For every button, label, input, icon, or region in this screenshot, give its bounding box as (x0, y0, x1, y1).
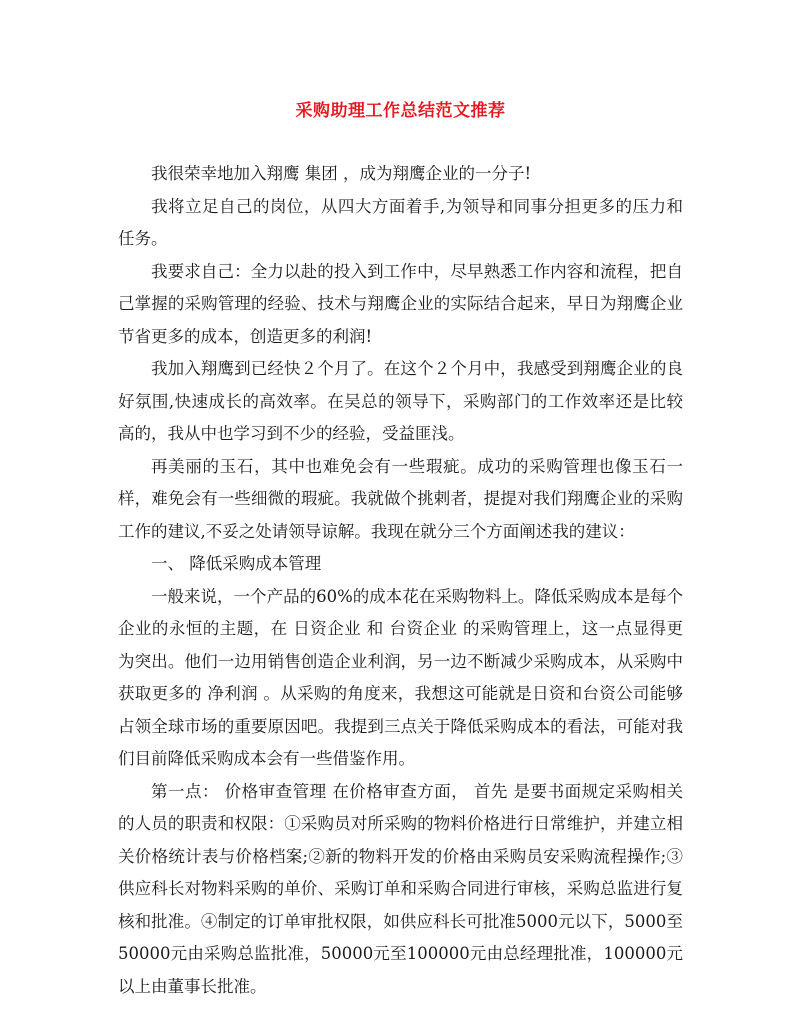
paragraph-greeting: 我很荣幸地加入翔鹰 集团 ，成为翔鹰企业的一分子! (151, 164, 532, 183)
document-page (118, 100, 683, 1003)
paragraph-self-requirement: 我要求自己：全力以赴的投入到工作中，尽早熟悉工作内容和流程，把自己掌握的采购管理的经验、技术与翔鹰企业的实际结合起来，早日为翔鹰企业节省更多的成本，创造更多的利润! (118, 261, 683, 346)
document-title: 采购助理工作总结范文推荐 (295, 101, 506, 121)
paragraph-two-months: 我加入翔鹰到已经快２个月了。在这个２个月中，我感受到翔鹰企业的良好氛围,快速成长的高效率。在吴总的领导下，采购部门的工作效率还是比较高的，我从中也学习到不少的经验，受益匪浅。 (118, 359, 683, 443)
paragraph-cost-reduction: 一般来说，一个产品的60%的成本花在采购物料上。降低采购成本是每个企业的永恒的主题，在 日资企业 和 台资企业 的采购管理上，这一点显得更为突出。他们一边用销售创造企业利润，另一边不断减少采购成本，从采购中获取更多的 净利润 。从采购的角度来，我想这可能就是日资和台资公司能够占领全球市场的重要原因吧。我提到三点关于降低采购成本的看法，可能对我们目前降低采购成本会有一些借鉴作用。 (118, 586, 683, 768)
paragraph-suggestions-intro: 再美丽的玉石，其中也难免会有一些瑕疵。成功的采购管理也像玉石一样，难免会有一些细微的瑕疵。我就做个挑剌者，提提对我们翔鹰企业的采购工作的建议,不妥之处请领导谅解。我现在就分三个方面阐述我的建议： (118, 456, 683, 541)
paragraph-commitment: 我将立足自己的岗位，从四大方面着手,为领导和同事分担更多的压力和任务。 (118, 196, 683, 248)
paragraph-price-review: 第一点： 价格审查管理 在价格审查方面， 首先 是要书面规定采购相关的人员的职责和权限：①采购员对所采购的物料价格进行日常维护，并建立相关价格统计表与价格档案;②新的物料开发的价格由采购员安采购流程操作;③供应科长对物料采购的单价、采购订单和采购合同进行审核，采购总监进行复核和批准。④制定的订单审批权限，如供应科长可批准5000元以下，5000至50000元由采购总监批准，50000元至100000元由总经理批准，100000元以上由董事长批准。 (118, 781, 683, 996)
section-heading-cost-reduction: 一、 降低采购成本管理 (151, 554, 322, 573)
